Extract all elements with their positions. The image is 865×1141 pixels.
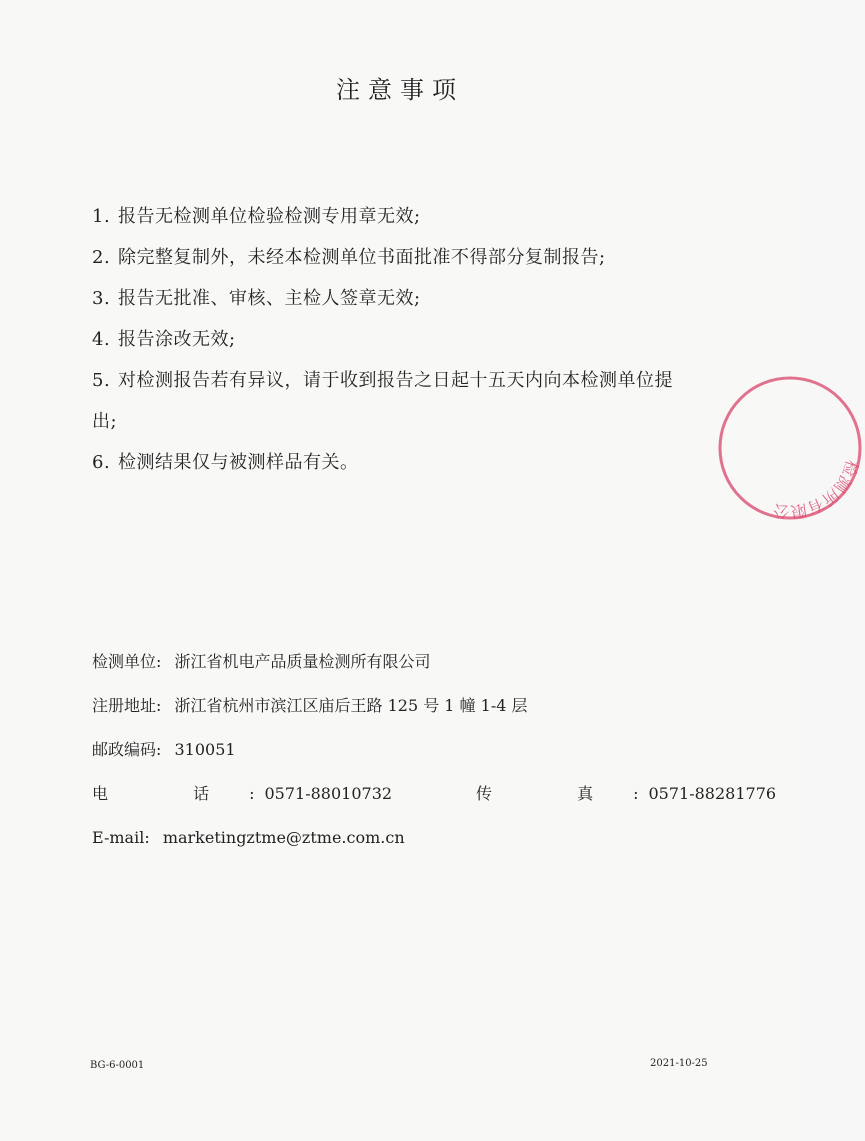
notice-list xyxy=(92,196,722,483)
page-title: 注意事项 xyxy=(336,76,464,104)
notice-number: 3. xyxy=(92,288,111,309)
notice-text: 除完整复制外，未经本检测单位书面批准不得部分复制报告; xyxy=(118,247,606,268)
fax-label: 传 真: xyxy=(476,784,679,803)
unit-value: 浙江省机电产品质量检测所有限公司 xyxy=(174,652,431,671)
fax-value: 0571-88281776 xyxy=(648,784,777,803)
notice-item-6 xyxy=(92,442,722,483)
document-code: BG-6-0001 xyxy=(90,1060,145,1071)
notice-item-5 xyxy=(92,360,722,442)
email-label: E-mail: xyxy=(92,828,150,847)
notice-number: 1. xyxy=(92,206,111,227)
notice-text: 报告无检测单位检验检测专用章无效; xyxy=(118,206,421,227)
contact-row-address xyxy=(92,692,732,736)
unit-label: 检测单位: xyxy=(92,652,162,671)
notice-number: 4. xyxy=(92,329,111,350)
document-date: 2021-10-25 xyxy=(650,1058,708,1069)
notice-item-4 xyxy=(92,319,722,360)
contact-info xyxy=(92,648,777,868)
notice-text-continuation: 出; xyxy=(92,411,118,432)
address-value: 浙江省杭州市滨江区庙后王路 125 号 1 幢 1-4 层 xyxy=(174,696,528,715)
notice-number: 2. xyxy=(92,247,111,268)
notice-item-1 xyxy=(92,196,722,237)
notice-item-3 xyxy=(92,278,722,319)
notice-number: 5. xyxy=(92,370,111,391)
svg-text:检测所有限公 xyxy=(772,458,862,522)
seal-stamp-icon xyxy=(715,373,865,523)
contact-row-email xyxy=(92,824,732,868)
notice-text: 报告涂改无效; xyxy=(118,329,236,350)
contact-row-unit xyxy=(92,648,732,692)
notice-text: 对检测报告若有异议，请于收到报告之日起十五天内向本检测单位提 xyxy=(118,370,673,391)
phone-label: 电 话: xyxy=(92,784,295,803)
notice-item-2 xyxy=(92,237,722,278)
contact-row-postcode xyxy=(92,736,732,780)
address-label: 注册地址: xyxy=(92,696,162,715)
contact-row-phone-fax xyxy=(92,780,777,824)
notice-text: 检测结果仅与被测样品有关。 xyxy=(118,452,359,473)
phone-value: 0571-88010732 xyxy=(264,784,393,803)
postcode-value: 310051 xyxy=(174,740,236,759)
notice-text: 报告无批准、审核、主检人签章无效; xyxy=(118,288,421,309)
notice-number: 6. xyxy=(92,452,111,473)
stamp-text: 检测所有限公 xyxy=(772,457,862,522)
email-value: marketingztme@ztme.com.cn xyxy=(162,828,405,847)
postcode-label: 邮政编码: xyxy=(92,740,162,759)
